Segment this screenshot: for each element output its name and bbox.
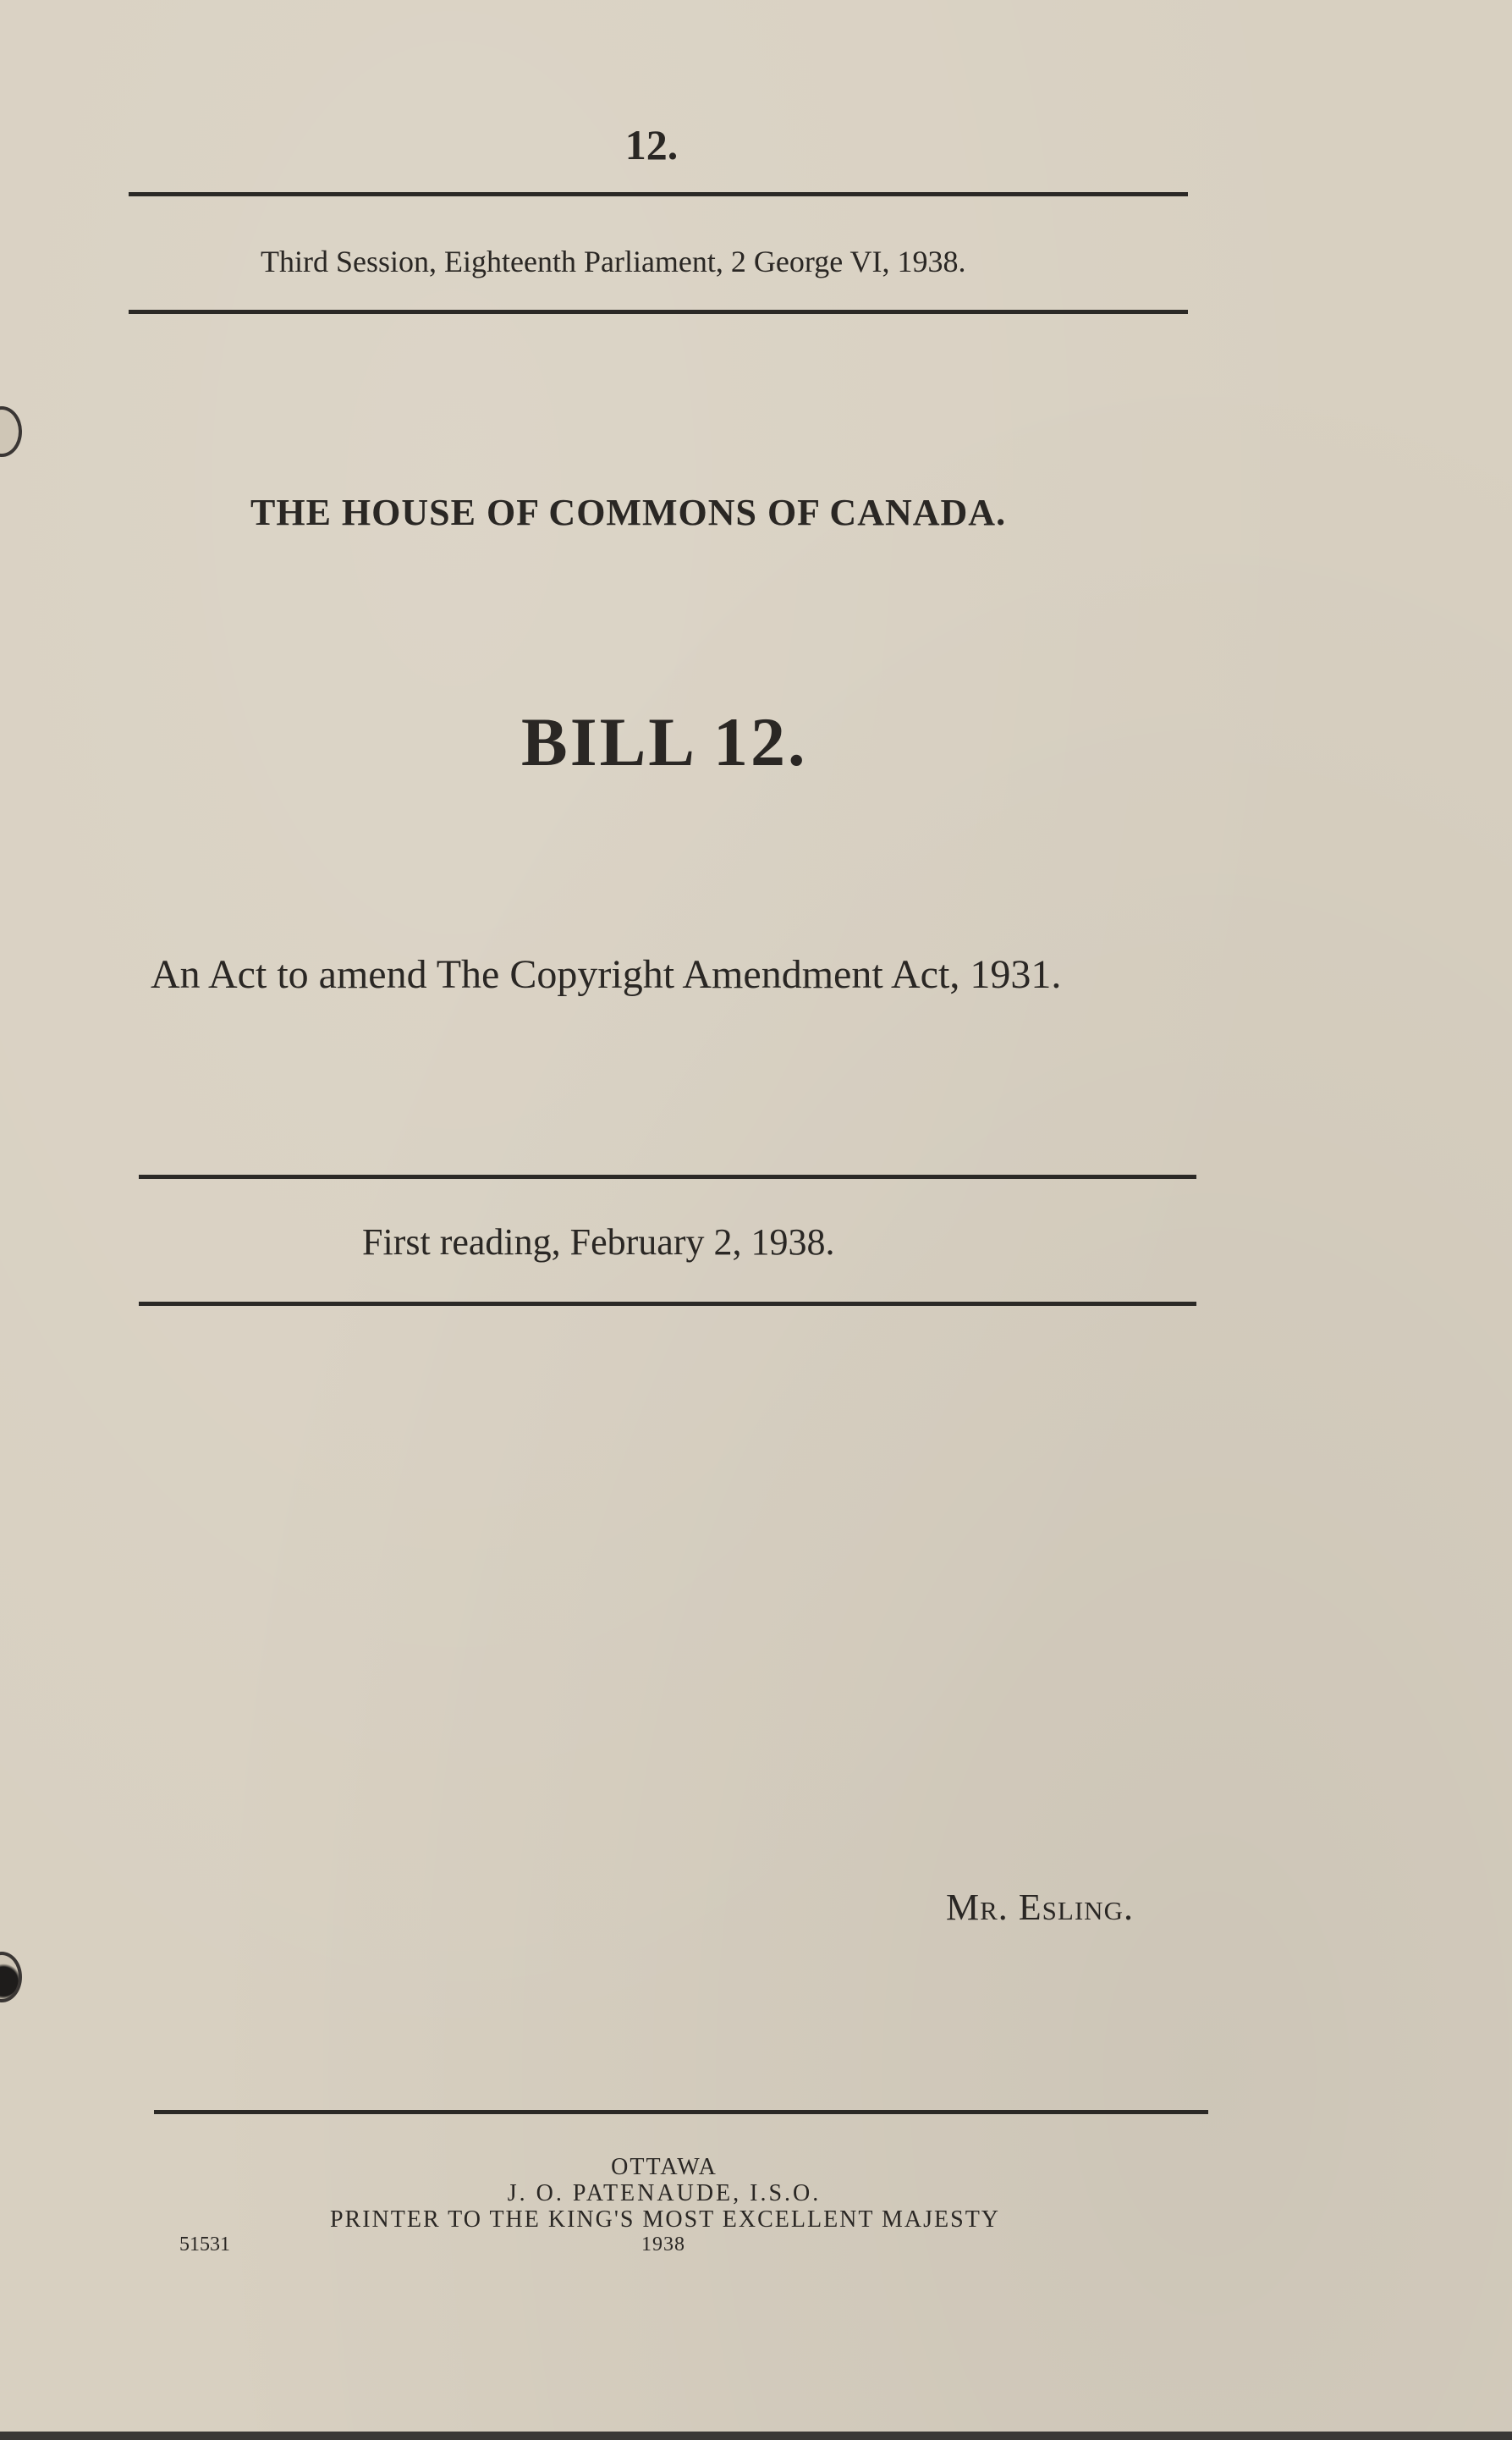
imprint-rule (154, 2110, 1208, 2114)
first-reading: First reading, February 2, 1938. (362, 1221, 835, 1263)
bill-number-top: 12. (624, 121, 679, 168)
imprint-year: 1938 (641, 2233, 685, 2255)
sponsor-name: Mr. Esling. (946, 1886, 1134, 1928)
header-rule-top (129, 192, 1188, 196)
bill-title: BILL 12. (521, 703, 808, 780)
imprint-printer-title: PRINTER TO THE KING'S MOST EXCELLENT MAJESTY (329, 2206, 1001, 2233)
imprint-city: OTTAWA (611, 2154, 718, 2180)
punch-hole-lower (0, 1952, 22, 2002)
reading-rule-top (139, 1175, 1196, 1179)
punch-hole-upper (0, 406, 22, 457)
act-title: An Act to amend The Copyright Amendment Act, 1931. (151, 952, 1062, 997)
page-bottom-edge (0, 2432, 1512, 2440)
house-heading: THE HOUSE OF COMMONS OF CANADA. (250, 492, 1007, 533)
reading-rule-bottom (139, 1302, 1196, 1306)
header-rule-bottom (129, 310, 1188, 314)
imprint-printer-name: J. O. PATENAUDE, I.S.O. (507, 2180, 822, 2206)
print-number: 51531 (179, 2233, 230, 2255)
session-line: Third Session, Eighteenth Parliament, 2 George VI, 1938. (261, 245, 966, 278)
